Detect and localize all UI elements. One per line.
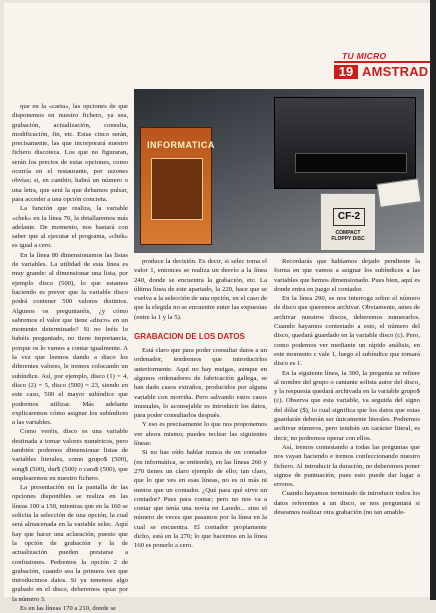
floppy-subtitle: COMPACT FLOPPY DISC bbox=[331, 230, 365, 242]
text-column-2 bbox=[134, 257, 267, 551]
paragraph: En la línea 80 dimensionamos las listas de variables. La utilidad de esta línea es muy grande: al dimensionar una lista, por ejemplo disco (500), lo que estamos haciendo es prever que la variable disco podrá contener 500 valores distintos. Algunos os preguntaréis, ¿y cómo sabremos el valor que tiene «disco» en un momento determinado? Si no leéis lo habéis preguntado, no tiene importancia, porque os lo vamos a contar igualmente. A la vez que leemos dando a disco los diferentes valores, le iremos colocando un subíndice. Así, por ejemplo, disco (1) = 4, disco (2) = 5, disco (500) = 23, siendo en este caso, 500 el mayor subíndice que podremos utilizar. Más adelante explicaremos cómo asignar los subíndices a las variables. bbox=[12, 251, 128, 427]
paragraph: La presentación en la pantalla de las opciones disponibles se realiza en las líneas 100 a 150, mientras que en la 160 se solicita la selección de una opción, la cual será almacenada en la variable selec. Aquí hay que hacer una aclaración, puesto que la opción de grabación y la de actualización pueden prestarse a confusiones. Pedremos la opción 2 de grabación, cuando sea la primera vez que introducimos datos. Si ya tenemos algo grabado en el disco, deberemos optar por la número 3. bbox=[12, 484, 128, 603]
paragraph: En la siguiente línea, la 300, la pregunta se refiere al nombre del grupo o cantante solista autor del disco, y la respuesta quedará archivada en la variable grupo$ (c). Observa que esta variable, va seguida del signo del dólar ($), lo cual significa que los datos que estas guardarán deberán ser únicamente literales. Podremos archivar números, pero tendrán un carácter literal, es decir, no podremos operar con ellos. bbox=[274, 369, 420, 442]
book-title: INFORMATICA bbox=[147, 140, 215, 150]
page-binding-edge bbox=[430, 0, 436, 600]
paragraph: La función que realiza, la variable «chek» en la línea 70, la detallaremos más adelante. De momento, nos bastará con saber que al ejecutar el programa, «chek» es igual a cero. bbox=[12, 205, 128, 250]
disk-storage-box bbox=[274, 97, 416, 189]
paragraph: Si no has oído hablar nunca de un contador (en informática, se entiende), en las líneas 260 y 270 tienes un claro ejemplo de ello; tan claro, que lo que ves en esas líneas, no es ni más ni menos que un contador. ¿Qué para qué sirve un contador? Pues para contar; pero no nos va a contar que tenía una novia en Laredo... sino el número de veces que pasamos por la línea en la cual se encuentra. El contador propiamente dicho, está en la 270; lo que hacemos en la línea 160 es ponerlo a cero. bbox=[134, 449, 267, 550]
paragraph: que en la «carta», las opciones de que disponemos en nuestro fichero, ya sea, grabación, actualización, consulta, modificación, fin, etc. Estas cinco serán, precisamente, las que incorporará nuestro fichero discoteca. Los que no figuraran, serán los precios de estas opciones, como ocurría en el restaurante, por razones obvias; si, en cambio, habrá un número o una letra, que será la que debamos pulsar, para acceder a una opción concreta. bbox=[12, 103, 128, 203]
floppy-label: CF-2 bbox=[333, 208, 365, 226]
paragraph: Como veréis, disco es una variable destinada a tomar valores numéricos, pero también podemos dimensionar listas de variables literales, como grupo$ (500), song$ (500), dur$ (500) o cara$ (500), que emplearemos en nuestro fichero. bbox=[12, 428, 128, 482]
header-rule bbox=[334, 61, 434, 63]
magazine-page bbox=[4, 3, 430, 613]
book-cover bbox=[140, 127, 215, 245]
section-heading: GRABACION DE LOS DATOS bbox=[134, 332, 245, 342]
text-column-1 bbox=[12, 102, 128, 613]
paragraph: Recordarás que habíamos dejado pendiente la forma en que vamos a asignar los subíndices a las variables que hemos dimensionado. Pues bien, aquí es donde entra en juego el contador. bbox=[274, 258, 420, 293]
text-column-3 bbox=[274, 257, 420, 517]
paragraph: Cuando hayamos terminado de introducir todos los datos referentes a un disco, se nos preguntará si deseamos realizar otra grabación (no tan amable- bbox=[274, 490, 420, 517]
paragraph: Así, iremos contestando a todas las preguntas que nos vayan haciendo e iremos confeccionando nuestro fichero. Al introducir la duración, no deberemos poner signos de puntuación, pues esto puede dar lugar a errores. bbox=[274, 443, 420, 489]
page-header bbox=[334, 51, 434, 83]
paragraph: Es en las líneas 170 a 210, donde se bbox=[20, 605, 117, 613]
magazine-title: AMSTRAD bbox=[362, 64, 429, 79]
paragraph: En la línea 290, se nos interroga sobre el número de disco que queremos archivar. Obviamente, antes de archivar nuestros discos, deberemos numerarlos. Cuando hayamos contestado a esto, el número del disco, quedará guardado en la variable disco (c). Pero, como podemos ver mediante un rápido análisis, en este momento c vale 1, luego el subíndice que tomará disco es 1. bbox=[274, 295, 420, 368]
book-illustration bbox=[151, 158, 203, 220]
disk-slot bbox=[295, 153, 407, 173]
paragraph: Y eso es precisamente lo que nos proponemos ver ahora mismo; puedes teclear las siguientes líneas: bbox=[134, 421, 267, 448]
product-photo bbox=[134, 89, 424, 253]
page-number: 19 bbox=[334, 65, 358, 79]
cassette-label bbox=[377, 178, 422, 208]
floppy-disk bbox=[320, 193, 376, 251]
section-label: TU MICRO bbox=[342, 51, 387, 61]
paragraph: produce la decisión. Es decir, si selec toma el valor 1, entonces se realiza un desvío a la línea 240, donde se encuentra la grabación, etc. La última línea de este apartado, la 220, hace que se vuelva a la selección de una opción, en el caso de que la elegida no se encuentre entre las expuestas (entre la 1 y la 5). bbox=[134, 258, 267, 321]
paragraph: Está claro que para poder consultar datos a un ordenador, tendremos que introducirlos anteriormente. Aquí no hay meigas, aunque en algunos ordenadores de fabricación gallega, se han dado casos extraños, producidos por alguna variable con morriña. Pero salvando estos casos inusuales, lo aconsejable es introducir los datos, para poder consultarlos después. bbox=[134, 347, 267, 420]
